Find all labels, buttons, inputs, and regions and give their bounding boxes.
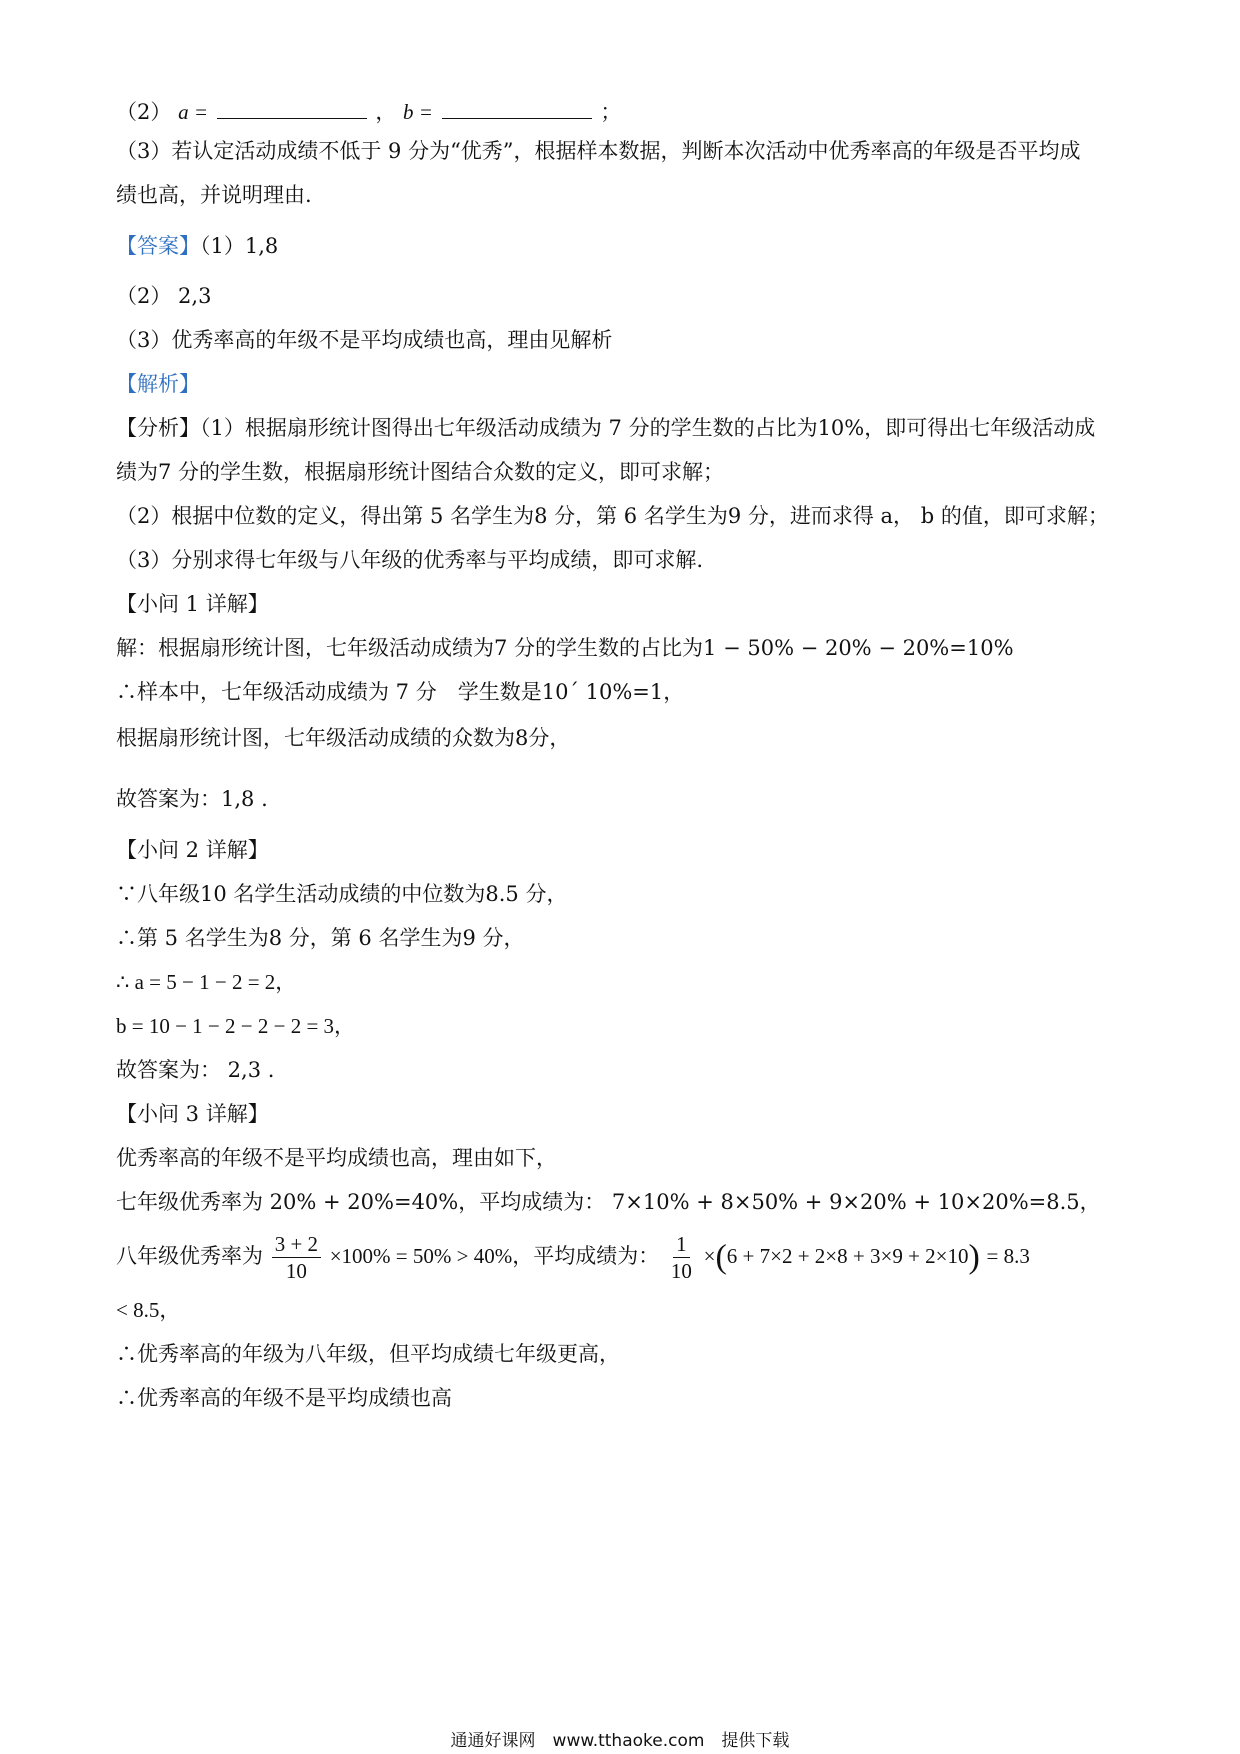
fenxi-line-3: （2）根据中位数的定义，得出第 5 名学生为8 分，第 6 名学生为9 分，进而求得 a， b 的值，即可求解； [116,504,1109,528]
footer-source: 通通好课网 www.tthaoke.com 提供下载 [450,1731,790,1751]
part-1-line-4: 故答案为：1,8 . [116,787,268,811]
part-2-line-1: ∵八年级10 名学生活动成绩的中位数为8.5 分， [116,882,568,906]
part-2-line-5: 故答案为： 2,3 . [116,1058,275,1082]
fraction-3plus2-over-10 [272,1231,321,1284]
open-paren: ( [715,1238,727,1276]
part-2-line-4: b = 10 − 1 − 2 − 2 − 2 = 3， [116,1014,356,1038]
part-1-tag: 【小问 1 详解】 [116,592,269,616]
part-3-line-2: 七年级优秀率为 20% + 20%=40%，平均成绩为： 7×10% + 8×50% + 9×20% + 10×20%=8.5， [116,1190,1101,1214]
fenxi-line-1 [116,414,1095,442]
a-label: a = [178,100,208,124]
analysis-tag: 【解析】 [116,372,200,396]
part-2-tag: 【小问 2 详解】 [116,838,269,862]
part-1-line-1: 解：根据扇形统计图，七年级活动成绩为7 分的学生数的占比为1 − 50% − 20% − 20%=10% [116,636,1014,660]
fenxi-line-4: （3）分别求得七年级与八年级的优秀率与平均成绩，即可求解. [116,548,704,572]
grade8-rate-middle: ×100% = 50% > 40%，平均成绩为： [329,1244,660,1268]
answer-1: （1）1,8 [200,234,279,258]
times-sign: × [703,1244,716,1268]
fraction-2-numerator: 1 [673,1231,690,1258]
part-3-line-3 [116,1228,1030,1286]
question-3-line-2: 绩也高，并说明理由. [116,183,312,207]
part-2-line-2: ∴第 5 名学生为8 分，第 6 名学生为9 分， [116,926,525,950]
question-2-end: ； [600,100,622,124]
a-answer-blank[interactable] [217,96,367,119]
fraction-1-numerator: 3 + 2 [272,1231,321,1258]
part-3-tag: 【小问 3 详解】 [116,1102,269,1126]
b-answer-blank[interactable] [442,96,592,119]
part-3-line-6: ∴优秀率高的年级不是平均成绩也高 [116,1386,452,1410]
answer-tag: 【答案】 [116,234,200,258]
part-3-line-4: < 8.5， [116,1298,181,1322]
part-1-line-3: 根据扇形统计图，七年级活动成绩的众数为8分， [116,726,571,750]
answer-3: （3）优秀率高的年级不是平均成绩也高，理由见解析 [116,328,613,352]
question-2-line [116,96,621,126]
question-3-line-1: （3）若认定活动成绩不低于 9 分为“优秀”，根据样本数据，判断本次活动中优秀率高的年级是否平均成 [116,139,1081,163]
question-2-prefix: （2） [116,100,172,124]
question-2-separator: ， [375,100,397,124]
fenxi-text-1: （1）根据扇形统计图得出七年级活动成绩为 7 分的学生数的占比为10%，即可得出七年级活动成 [200,416,1096,440]
part-2-line-3: ∴ a = 5 − 1 − 2 = 2， [116,970,297,994]
fraction-1-denominator: 10 [285,1259,307,1283]
b-label: b = [403,100,433,124]
part-3-line-1: 优秀率高的年级不是平均成绩也高，理由如下， [116,1146,557,1170]
close-paren: ) [968,1238,980,1276]
part-3-line-5: ∴优秀率高的年级为八年级，但平均成绩七年级更高， [116,1342,620,1366]
fenxi-tag: 【分析】 [116,416,200,440]
answer-line-1 [116,232,278,260]
fraction-1-over-10 [668,1231,695,1284]
grade8-rate-prefix: 八年级优秀率为 [116,1244,263,1268]
answer-2: （2） 2,3 [116,284,212,308]
grade8-sum-expression: 6 + 7×2 + 2×8 + 3×9 + 2×10 [726,1244,969,1268]
grade8-average-result: = 8.3 [986,1244,1030,1268]
fraction-2-denominator: 10 [670,1259,692,1283]
fenxi-line-2: 绩为7 分的学生数，根据扇形统计图结合众数的定义，即可求解； [116,460,725,484]
part-1-line-2: ∴样本中，七年级活动成绩为 7 分 学生数是10´ 10%=1， [116,680,685,704]
